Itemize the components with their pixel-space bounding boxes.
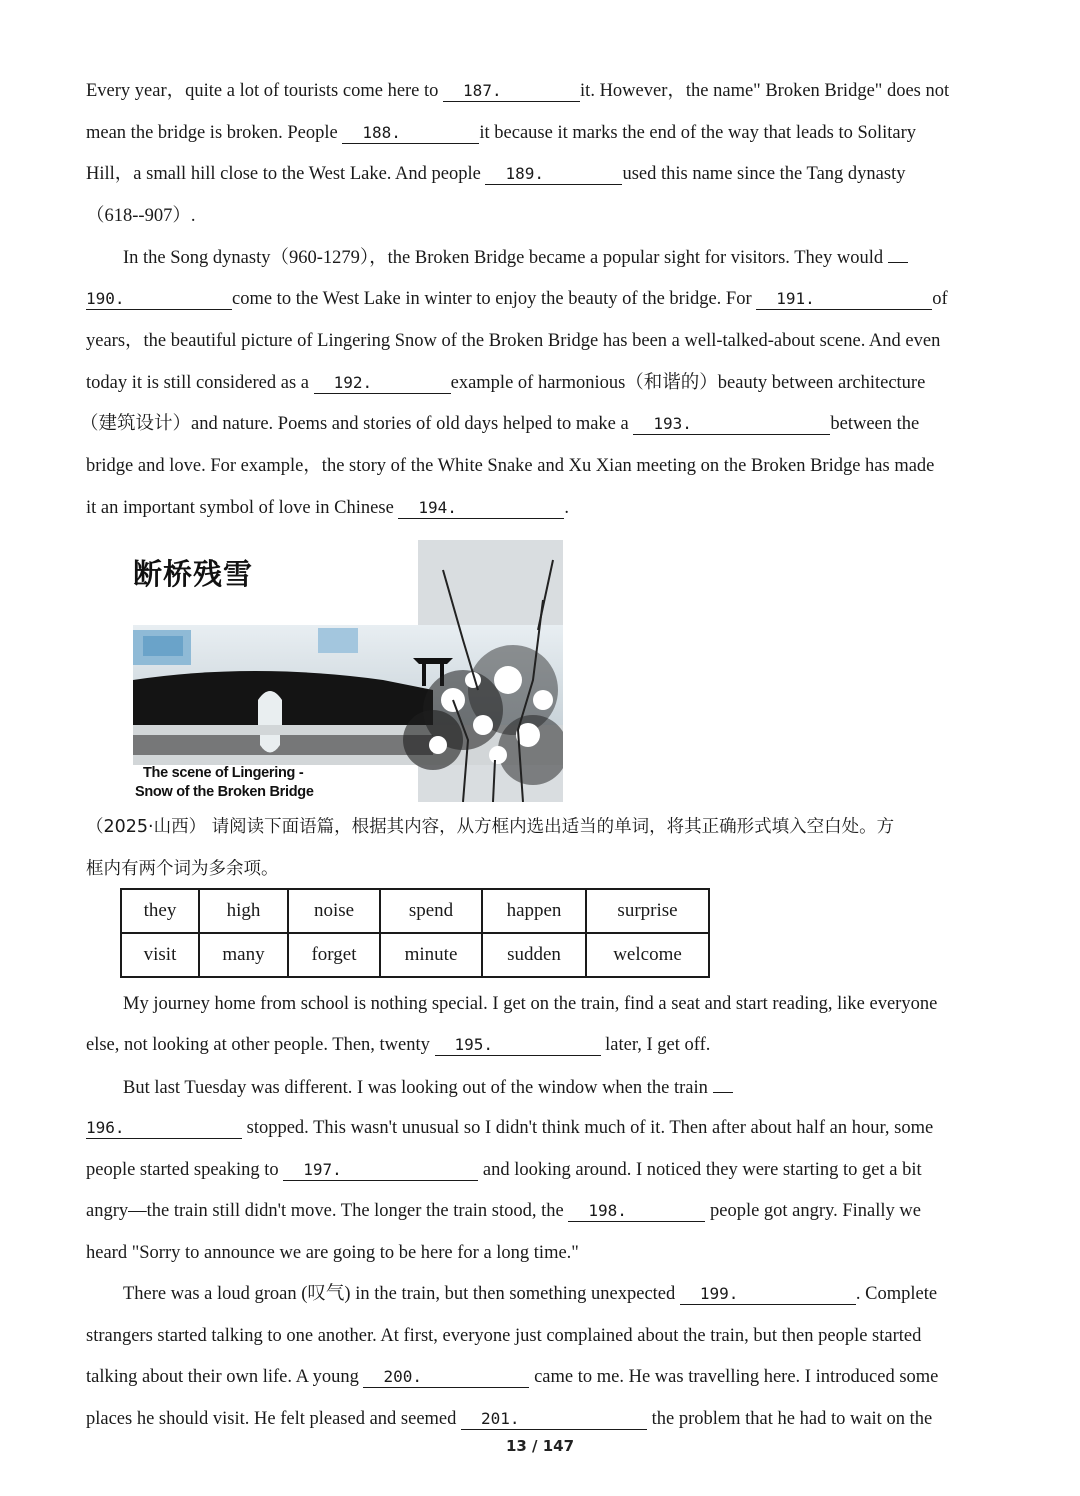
caption-line2: Snow of the Broken Bridge xyxy=(135,784,314,800)
passage1-line4 xyxy=(86,203,195,229)
passage1-line9 xyxy=(80,411,919,437)
passage2-line3 xyxy=(123,1074,733,1101)
text-run: it because it marks the end of the way that leads to Solitary xyxy=(479,123,917,143)
text-run: between the xyxy=(830,414,920,434)
blank-187[interactable]: 187. xyxy=(443,81,580,102)
blank-191[interactable]: 191. xyxy=(756,289,932,310)
instruction-line2: 框内有两个词为多余项。 xyxy=(86,859,279,879)
passage1-line8 xyxy=(86,370,925,396)
passage1-line1 xyxy=(86,78,949,104)
text-run: Every year，quite a lot of tourists come here to xyxy=(86,81,444,101)
word-cell: forget xyxy=(288,933,380,977)
passage2-line10 xyxy=(86,1364,938,1390)
text-run: today it is still considered as a xyxy=(86,373,314,393)
text-run: There was a loud groan (叹气) in the train, but then something unexpected xyxy=(123,1284,680,1304)
word-cell: spend xyxy=(380,889,482,933)
text-run: later, I get off. xyxy=(600,1035,711,1055)
blank-190[interactable]: 190. xyxy=(86,289,232,310)
passage2-line4 xyxy=(86,1115,933,1141)
passage1-line2 xyxy=(86,120,916,146)
blank-194[interactable]: 194. xyxy=(398,498,564,519)
blank-188[interactable]: 188. xyxy=(342,123,479,144)
text-run: strangers started talking to one another. At first, everyone just complained about the train, but then people started xyxy=(86,1326,922,1346)
blank-199[interactable]: 199. xyxy=(680,1284,856,1305)
image-caption xyxy=(135,764,314,802)
word-cell: noise xyxy=(288,889,380,933)
passage2-line11 xyxy=(86,1406,932,1432)
word-bank-table xyxy=(120,888,710,978)
passage2-line9 xyxy=(86,1323,921,1349)
passage1-line7 xyxy=(86,328,940,354)
passage2-line8 xyxy=(123,1281,937,1307)
text-run: My journey home from school is nothing special. I get on the train, find a seat and start reading, like everyone xyxy=(123,994,938,1014)
blank-192[interactable]: 192. xyxy=(314,373,451,394)
blank-189[interactable]: 189. xyxy=(485,164,622,185)
text-run: come to the West Lake in winter to enjoy the beauty of the bridge. For xyxy=(232,289,757,309)
blank-196[interactable]: 196. xyxy=(86,1118,242,1139)
text-run: the problem that he had to wait on the xyxy=(647,1409,933,1429)
text-run: people got angry. Finally we xyxy=(705,1201,921,1221)
text-run: and looking around. I noticed they were starting to get a bit xyxy=(478,1160,922,1180)
blank-196-start xyxy=(713,1074,733,1093)
word-cell: high xyxy=(199,889,288,933)
blank-190-start xyxy=(888,244,908,263)
image-title: 断桥残雪 xyxy=(133,557,254,591)
word-bank-row xyxy=(121,889,709,933)
text-run: But last Tuesday was different. I was looking out of the window when the train xyxy=(123,1078,713,1098)
text-run: example of harmonious（和谐的）beauty between architecture xyxy=(450,373,926,393)
text-run: it. However，the name" Broken Bridge" does not xyxy=(580,81,950,101)
blank-201[interactable]: 201. xyxy=(461,1409,647,1430)
text-run: In the Song dynasty（960-1279），the Broken Bridge became a popular sight for visitors. They would xyxy=(123,248,888,268)
text-run: used this name since the Tang dynasty xyxy=(622,164,906,184)
text-run: else, not looking at other people. Then, twenty xyxy=(86,1035,435,1055)
word-cell: sudden xyxy=(482,933,586,977)
passage1-line6 xyxy=(86,286,948,312)
text-run: places he should visit. He felt pleased and seemed xyxy=(86,1409,462,1429)
passage1-line11 xyxy=(86,495,569,521)
text-run: bridge and love. For example，the story of the White Snake and Xu Xian meeting on the Broken Bridge has made xyxy=(86,456,935,476)
page-number: 13 / 147 xyxy=(505,1437,575,1455)
text-run: it an important symbol of love in Chinese xyxy=(86,498,399,518)
word-cell: many xyxy=(199,933,288,977)
blank-193[interactable]: 193. xyxy=(633,414,830,435)
instruction-line1: （2025·山西） 请阅读下面语篇，根据其内容，从方框内选出适当的单词，将其正确形式填入空白处。方 xyxy=(86,817,895,837)
text-run: . xyxy=(564,498,570,518)
text-run: mean the bridge is broken. People xyxy=(86,123,343,143)
text-run: people started speaking to xyxy=(86,1160,284,1180)
passage2-line1 xyxy=(123,991,937,1017)
passage1-line3 xyxy=(86,161,905,187)
broken-bridge-image xyxy=(133,540,563,802)
text-run: Hill，a small hill close to the West Lake. And people xyxy=(86,164,486,184)
text-run: years，the beautiful picture of Lingering Snow of the Broken Bridge has been a well-talked-about scene. And even xyxy=(86,331,941,351)
passage2-line5 xyxy=(86,1157,922,1183)
passage1-line5 xyxy=(123,244,908,271)
passage2-line6 xyxy=(86,1198,921,1224)
word-cell: surprise xyxy=(586,889,709,933)
text-run: angry—the train still didn't move. The longer the train stood, the xyxy=(86,1201,569,1221)
word-cell: they xyxy=(121,889,199,933)
blank-195[interactable]: 195. xyxy=(435,1035,601,1056)
text-run: heard "Sorry to announce we are going to be here for a long time." xyxy=(86,1243,579,1263)
word-cell: welcome xyxy=(586,933,709,977)
text-run: （建筑设计）and nature. Poems and stories of old days helped to make a xyxy=(80,414,634,434)
passage2-line2 xyxy=(86,1032,710,1058)
text-run: came to me. He was travelling here. I introduced some xyxy=(529,1367,939,1387)
text-run: （618--907）. xyxy=(86,206,196,226)
word-cell: visit xyxy=(121,933,199,977)
word-bank-row xyxy=(121,933,709,977)
word-cell: minute xyxy=(380,933,482,977)
caption-line1: The scene of Lingering - xyxy=(143,765,304,781)
passage2-line7 xyxy=(86,1240,579,1266)
blank-198[interactable]: 198. xyxy=(568,1201,705,1222)
passage1-line10 xyxy=(86,453,934,479)
blank-197[interactable]: 197. xyxy=(283,1160,478,1181)
text-run: stopped. This wasn't unusual so I didn't think much of it. Then after about half an hour, some xyxy=(242,1118,934,1138)
text-run: of xyxy=(932,289,948,309)
text-run: talking about their own life. A young xyxy=(86,1367,364,1387)
word-cell: happen xyxy=(482,889,586,933)
text-run: . Complete xyxy=(855,1284,938,1304)
blank-200[interactable]: 200. xyxy=(363,1367,529,1388)
